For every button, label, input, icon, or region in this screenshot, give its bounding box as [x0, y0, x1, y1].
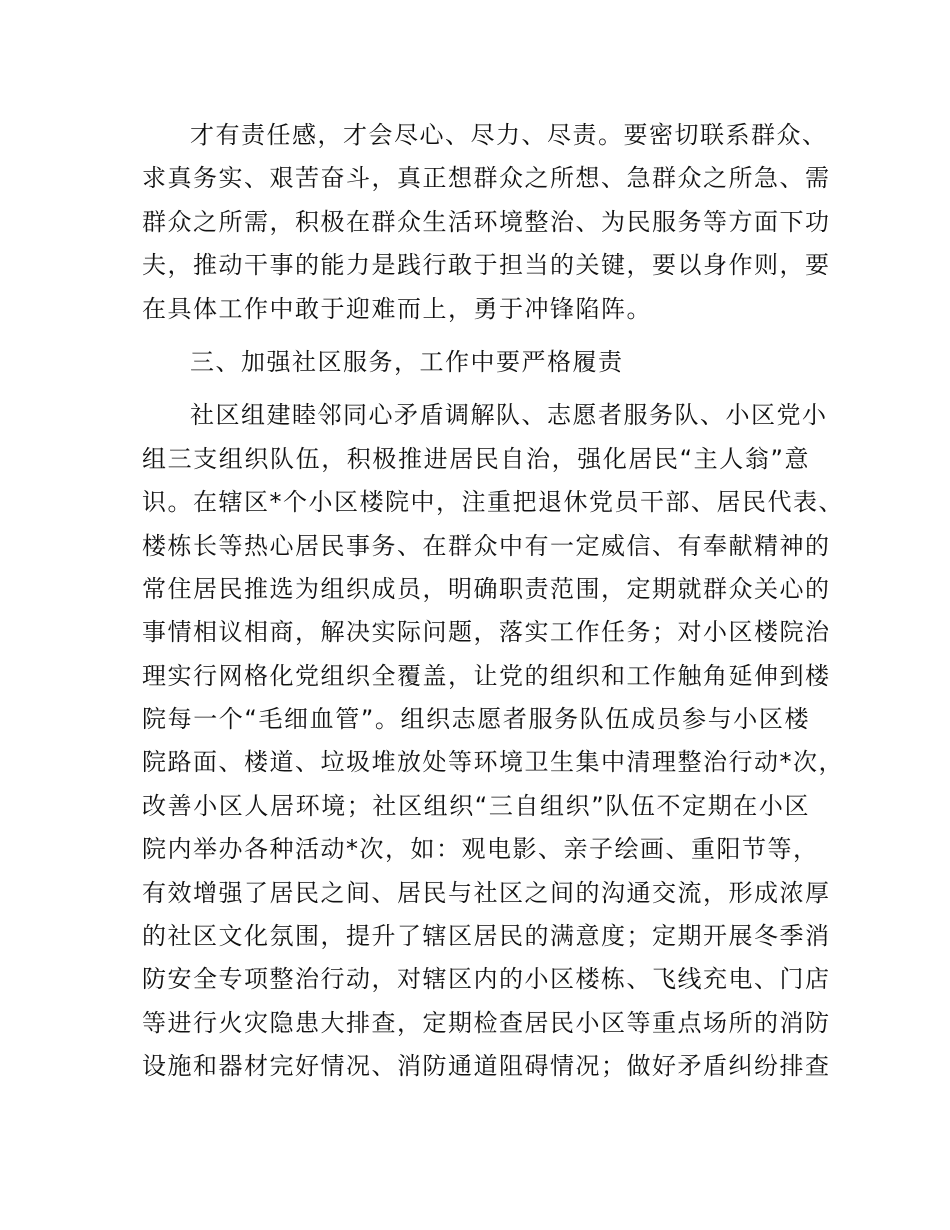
document-page [142, 114, 844, 1089]
text-line: 院路面、楼道、垃圾堆放处等环境卫生集中清理整治行动*次， [142, 748, 844, 777]
text-line: 等进行火灾隐患大排查，定期检查居民小区等重点场所的消防 [142, 1008, 831, 1037]
text-line: 楼栋长等热心居民事务、在群众中有一定威信、有奉献精神的 [142, 531, 831, 560]
text-line: 理实行网格化党组织全覆盖，让党的组织和工作触角延伸到楼 [142, 661, 831, 690]
text-line: 设施和器材完好情况、消防通道阻碍情况；做好矛盾纠纷排查 [142, 1052, 831, 1081]
text-line: 组三支组织队伍，积极推进居民自治，强化居民“主人翁”意 [142, 444, 810, 473]
text-line: 常住居民推选为组织成员，明确职责范围，定期就群众关心的 [142, 574, 831, 603]
text-line: 院每一个“毛细血管”。组织志愿者服务队伍成员参与小区楼 [142, 705, 810, 734]
text-line: 识。在辖区*个小区楼院中，注重把退休党员干部、居民代表、 [142, 488, 844, 517]
text-line: 改善小区人居环境；社区组织“三自组织”队伍不定期在小区 [142, 791, 810, 820]
text-line: 求真务实、艰苦奋斗，真正想群众之所想、急群众之所急、需 [142, 164, 831, 193]
text-line: 防安全专项整治行动，对辖区内的小区楼栋、飞线充电、门店 [142, 965, 831, 994]
text-line: 有效增强了居民之间、居民与社区之间的沟通交流，形成浓厚 [142, 878, 831, 907]
text-line: 才有责任感，才会尽心、尽力、尽责。要密切联系群众、 [190, 121, 828, 149]
paragraph-continued [142, 114, 831, 331]
text-line: 社区组建睦邻同心矛盾调解队、志愿者服务队、小区党小 [190, 401, 828, 430]
text-line: 夫，推动干事的能力是践行敢于担当的关键，要以身作则，要 [142, 251, 831, 280]
paragraph-community-service [142, 394, 844, 1088]
text-line: 事情相议相商，解决实际问题，落实工作任务；对小区楼院治 [142, 618, 831, 647]
text-line: 院内举办各种活动*次，如：观电影、亲子绘画、重阳节等， [142, 835, 819, 864]
text-line: 的社区文化氛围，提升了辖区居民的满意度；定期开展冬季消 [142, 922, 831, 951]
text-line: 群众之所需，积极在群众生活环境整治、为民服务等方面下功 [142, 207, 831, 236]
section-heading: 三、加强社区服务，工作中要严格履责 [190, 347, 624, 376]
text-line: 在具体工作中敢于迎难而上，勇于冲锋陷阵。 [142, 294, 652, 323]
